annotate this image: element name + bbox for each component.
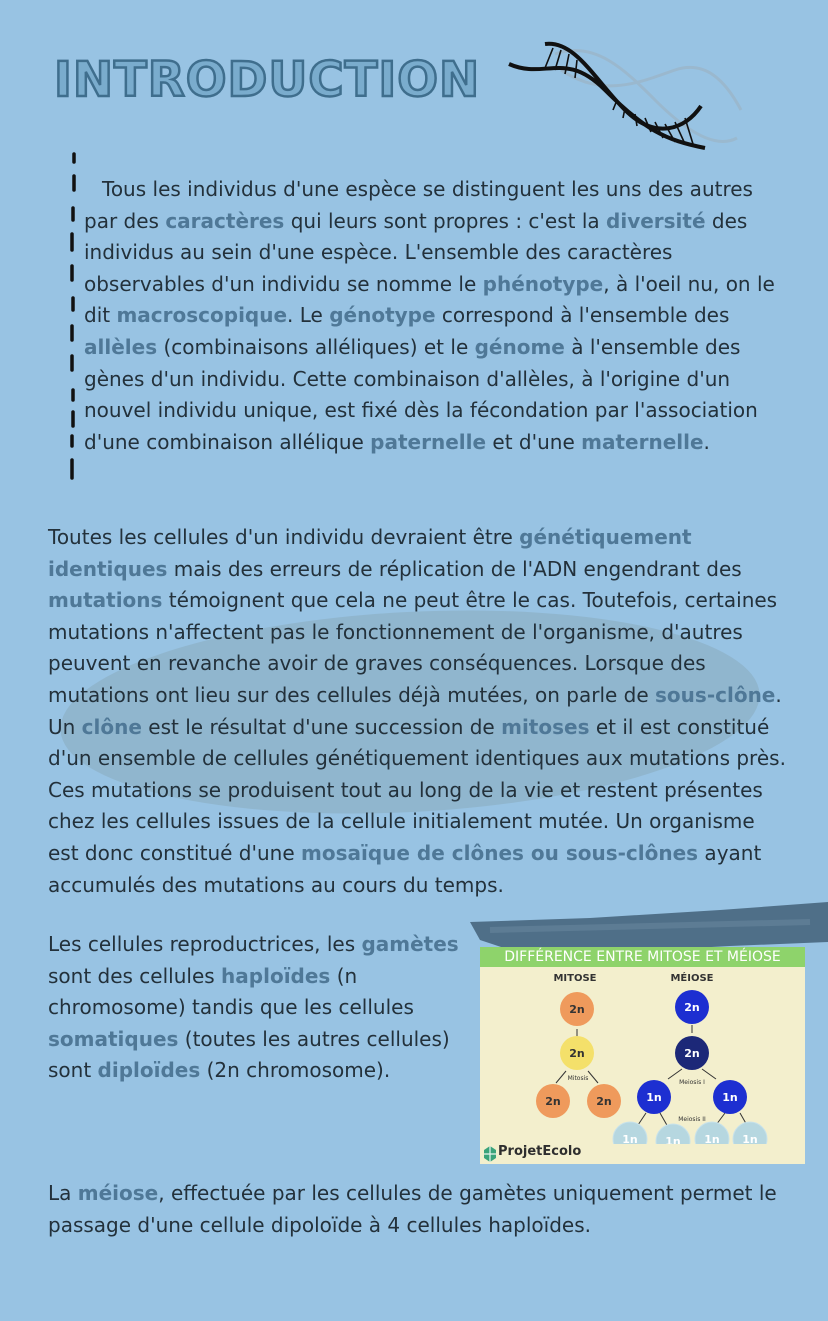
text-run: est le résultat d'une succession de [141, 714, 502, 739]
cell-label-5: 2n [684, 1047, 700, 1060]
projetecolo-brand: ProjetEcolo [498, 1144, 582, 1159]
highlighted-term: mutations [48, 588, 163, 613]
highlighted-term: méiose [77, 1181, 159, 1205]
dna-helix-icon [505, 40, 745, 160]
highlighted-term: mitoses [501, 714, 590, 739]
highlighted-term: gamètes [361, 932, 459, 956]
highlighted-term: maternelle [581, 429, 704, 454]
intro-paragraph-mutations [48, 522, 788, 901]
text-run: mais des erreurs de réplication de l'ADN engendrant des [167, 556, 742, 581]
mitose-meiose-figure [480, 947, 805, 1164]
text-run: et il est constitué d'un ensemble de cellules génétiquement identiques aux mutations près. Ces mutations se produisent tout au long de la vie et restent présentes chez les cellules issues de la cellule initialement mutée. Un organisme est donc constitué d'une [48, 714, 786, 865]
figure-banner: DIFFÉRENCE ENTRE MITOSE ET MÉIOSE [480, 947, 805, 967]
cell-label-8: 1n [622, 1133, 638, 1144]
text-run: Les cellules reproductrices, les [48, 932, 362, 956]
highlighted-term: clône [81, 714, 142, 739]
highlighted-term: allèles [84, 334, 158, 359]
highlighted-term: caractères [165, 208, 285, 233]
highlighted-term: macroscopique [116, 303, 288, 328]
highlighted-term: génotype [329, 303, 436, 328]
highlighted-term: mosaïque de clônes ou sous-clônes [301, 840, 699, 865]
text-run: (2n chromosome). [200, 1058, 391, 1083]
intro-paragraph-meiose [48, 1178, 808, 1241]
text-run: , à l'oeil nu, on le dit [84, 271, 775, 328]
cell-label-0: 2n [569, 1003, 585, 1016]
highlighted-term: génétiquement identiques [48, 525, 692, 581]
intro-paragraph-phenotype [84, 174, 784, 458]
cell-label-11: 1n [742, 1133, 758, 1144]
mitose-label: MITOSE [553, 973, 597, 984]
highlighted-term: génome [474, 334, 565, 359]
text-run: ayant accumulés des mutations au cours du temps. [48, 840, 762, 897]
text-run: . Un [48, 682, 782, 739]
projetecolo-leaf-icon [482, 1145, 498, 1163]
text-run: . [703, 429, 710, 454]
highlighted-term: haploïdes [221, 963, 331, 988]
text-run: . Le [287, 303, 330, 328]
text-run: à l'ensemble des gènes d'un individu. Cette combinaison d'allèles, à l'origine d'un nouvel individu unique, est fixé dès la fécondation par l'association d'une combinaison allélique [84, 334, 758, 454]
meiosis-2-step-label: Meiosis II [678, 1116, 706, 1123]
text-run: qui leurs sont propres : c'est la [284, 208, 607, 233]
text-run: des individus au sein d'une espèce. L'ensemble des caractères observables d'un individu se nomme le [84, 208, 748, 296]
vertical-dashed-line [66, 150, 82, 490]
text-run: (toutes les autres cellules) sont [48, 1026, 450, 1083]
cell-label-7: 1n [722, 1091, 738, 1104]
text-run: correspond à l'ensemble des [435, 303, 730, 328]
cell-label-10: 1n [704, 1133, 720, 1144]
text-run: (combinaisons alléliques) et le [157, 334, 475, 359]
cell-label-3: 2n [596, 1095, 612, 1108]
text-run: Toutes les cellules d'un individu devraient être [48, 525, 520, 549]
text-run: La [48, 1181, 78, 1205]
cell-label-9: 1n [665, 1135, 681, 1144]
text-run: et d'une [486, 429, 582, 454]
highlighted-term: paternelle [370, 429, 487, 454]
highlighted-term: somatiques [48, 1026, 179, 1051]
cell-division-diagram [480, 967, 805, 1144]
mitosis-step-label: Mitosis [567, 1075, 589, 1082]
text-run: , effectuée par les cellules de gamètes uniquement permet le passage d'une cellule dipoloïde à 4 cellules haploïdes. [48, 1181, 777, 1237]
cell-label-2: 2n [545, 1095, 561, 1108]
highlighted-term: diversité [606, 208, 706, 233]
cell-label-1: 2n [569, 1047, 585, 1060]
text-run: (n chromosome) tandis que les cellules [48, 963, 414, 1020]
page-title: INTRODUCTION [54, 52, 481, 108]
text-run: Tous les individus d'une espèce se distinguent les uns des autres par des [84, 177, 753, 233]
meiosis-1-step-label: Meiosis I [679, 1079, 705, 1086]
meiose-label: MÉIOSE [670, 973, 714, 984]
cell-label-6: 1n [646, 1091, 662, 1104]
highlighted-term: phénotype [482, 271, 604, 296]
text-run: témoignent que cela ne peut être le cas. Toutefois, certaines mutations n'affectent pas le fonctionnement de l'organisme, d'autres peuvent en revanche avoir de graves conséquences. Lorsque des mutations ont lieu sur des cellules déjà mutées, on parle de [48, 588, 778, 707]
highlighted-term: sous-clône [655, 682, 776, 707]
cell-label-4: 2n [684, 1001, 700, 1014]
intro-paragraph-gametes [48, 929, 468, 1087]
text-run: sont des cellules [48, 963, 222, 988]
highlighted-term: diploïdes [97, 1058, 201, 1083]
